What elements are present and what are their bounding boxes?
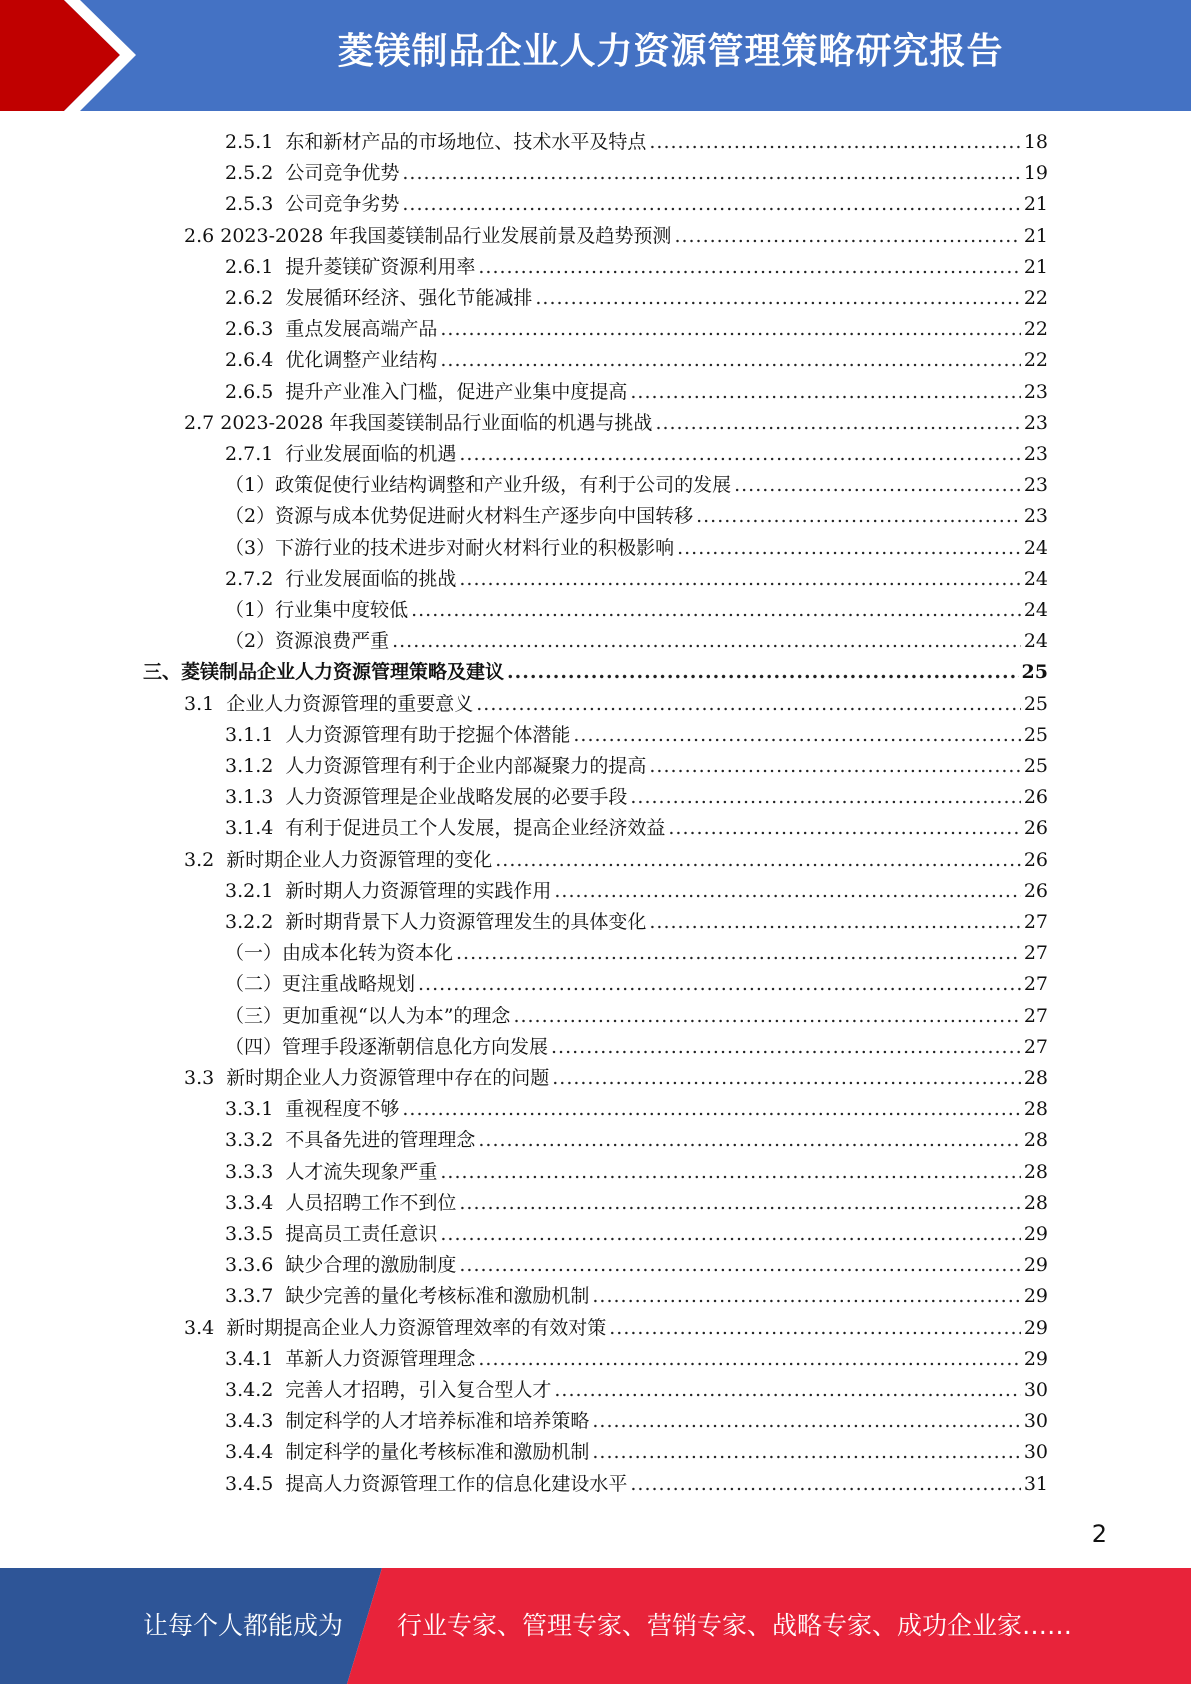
toc-dot-leader [554,876,1020,907]
toc-dot-leader [459,564,1020,595]
toc-entry-number: 3.4 [184,1316,215,1339]
toc-entry-title: 发展循环经济、强化节能减排 [285,287,533,309]
toc-dot-leader [552,1063,1021,1094]
toc-dot-leader [440,345,1020,376]
toc-entry[interactable] [225,470,1048,501]
toc-entry[interactable] [225,626,1048,657]
toc-entry[interactable] [225,1375,1048,1406]
toc-entry-title: 制定科学的人才培养标准和培养策略 [285,1410,590,1433]
toc-entry[interactable] [184,408,1048,439]
toc-dot-leader [674,221,1020,252]
toc-entry-title: 行业发展面临的机遇 [285,443,457,465]
toc-dot-leader [573,720,1020,751]
toc-entry-title: （3）下游行业的技术进步对耐火材料行业的积极影响 [225,536,675,559]
toc-dot-leader [630,377,1020,408]
toc-dot-leader [478,1344,1020,1375]
toc-entry[interactable] [225,813,1048,844]
toc-entry-number: 3.3.4 [225,1191,274,1214]
toc-entry[interactable] [225,1281,1048,1312]
toc-entry[interactable] [184,1063,1048,1094]
toc-entry[interactable] [184,689,1048,720]
toc-entry-title: 企业人力资源管理的重要意义 [226,692,474,715]
toc-entry-title: 优化调整产业结构 [285,349,438,372]
toc-entry-number: 2.7.1 [225,443,274,465]
toc-dot-leader [655,408,1020,439]
toc-entry-title: 2.7 2023-2028 年我国菱镁制品行业面临的机遇与挑战 [184,411,653,434]
toc-entry-number: 3.1 [184,692,215,715]
toc-entry-title: 东和新材产品的市场地位、技术水平及特点 [285,131,647,153]
toc-dot-leader [630,782,1020,813]
toc-entry-page: 26 [1023,786,1048,809]
toc-dot-leader [440,1219,1020,1250]
toc-entry-title: （四）管理手段逐渐朝信息化方向发展 [225,1035,549,1058]
toc-entry[interactable] [225,1406,1048,1437]
toc-entry-title: （三）更加重视“以人为本”的理念 [225,1004,511,1027]
toc-dot-leader [592,1406,1020,1437]
toc-entry-title: 制定科学的量化考核标准和激励机制 [285,1441,590,1464]
toc-entry-title: （2）资源与成本优势促进耐火材料生产逐步向中国转移 [225,505,694,528]
toc-entry[interactable] [225,1157,1048,1188]
toc-entry-page: 24 [1023,567,1048,590]
toc-entry[interactable] [225,1032,1048,1063]
toc-entry-number: 3.2.2 [225,911,274,933]
footer-banner [0,1568,1191,1684]
toc-entry-title: 重视程度不够 [285,1098,400,1121]
toc-entry-page: 23 [1023,505,1048,528]
toc-entry-page: 23 [1023,380,1048,403]
toc-entry[interactable] [225,377,1048,408]
toc-entry-page: 27 [1023,1004,1048,1027]
toc-entry-page: 23 [1023,443,1048,465]
toc-entry[interactable] [225,158,1048,189]
toc-entry-title: 公司竞争劣势 [285,193,400,216]
toc-entry-page: 22 [1023,318,1048,341]
toc-dot-leader [476,689,1021,720]
toc-dot-leader [402,158,1020,189]
toc-entry-page: 25 [1023,755,1048,777]
toc-entry[interactable] [225,782,1048,813]
toc-entry-number: 2.7.2 [225,567,274,590]
toc-entry-title: 提升菱镁矿资源利用率 [285,255,476,278]
toc-entry-number: 3.2 [184,848,215,871]
toc-entry-title: 人员招聘工作不到位 [285,1191,457,1214]
toc-entry-page: 24 [1023,536,1048,559]
toc-entry[interactable] [225,1125,1048,1156]
toc-dot-leader [459,439,1020,470]
toc-entry-page: 28 [1023,1067,1048,1089]
toc-entry-title: 人力资源管理有利于企业内部凝聚力的提高 [285,755,647,777]
toc-entry[interactable] [225,564,1048,595]
toc-entry[interactable] [225,1437,1048,1468]
toc-entry[interactable] [225,189,1048,220]
toc-entry[interactable] [225,1219,1048,1250]
toc-entry-number: 3.3.7 [225,1285,274,1308]
toc-entry[interactable] [225,1469,1048,1500]
toc-entry-page: 26 [1023,817,1048,840]
toc-entry[interactable] [225,1188,1048,1219]
toc-entry[interactable] [225,751,1048,782]
toc-entry[interactable] [143,657,1048,688]
toc-dot-leader [554,1375,1020,1406]
toc-dot-leader [668,813,1020,844]
toc-dot-leader [513,1001,1020,1032]
toc-entry-page: 26 [1023,879,1048,902]
toc-entry-page: 22 [1023,349,1048,372]
toc-entry[interactable] [225,1001,1048,1032]
toc-entry-page: 19 [1023,162,1048,185]
toc-entry-page: 21 [1023,255,1048,278]
toc-entry-title: 人力资源管理是企业战略发展的必要手段 [285,786,628,809]
toc-entry-page: 21 [1023,193,1048,216]
toc-entry[interactable] [225,938,1048,969]
toc-entry-page: 21 [1023,224,1048,247]
toc-entry-number: 3.4.1 [225,1347,274,1370]
toc-entry-title: （2）资源浪费严重 [225,630,390,653]
toc-entry-page: 18 [1023,131,1048,153]
header-banner [0,0,1191,111]
toc-entry-page: 28 [1023,1098,1048,1121]
toc-entry-title: 缺少合理的激励制度 [285,1254,457,1277]
toc-entry[interactable] [184,221,1048,252]
toc-entry-number: 2.6.4 [225,349,274,372]
toc-entry[interactable] [225,1344,1048,1375]
toc-dot-leader [696,501,1021,532]
toc-entry-number: 2.6.3 [225,318,274,341]
toc-entry-page: 22 [1023,287,1048,309]
toc-entry-title: 提高员工责任意识 [285,1223,438,1245]
toc-entry-title: 革新人力资源管理理念 [285,1347,476,1370]
toc-entry-number: 2.6.2 [225,287,274,309]
toc-entry[interactable] [225,283,1048,314]
toc-dot-leader [402,1094,1020,1125]
toc-entry-page: 29 [1023,1347,1048,1370]
toc-dot-leader [630,1469,1020,1500]
toc-entry-page: 28 [1023,1191,1048,1214]
toc-entry-title: 新时期企业人力资源管理的变化 [226,848,493,871]
toc-dot-leader [592,1437,1020,1468]
toc-dot-leader [535,283,1020,314]
toc-entry-page: 27 [1023,1035,1048,1058]
toc-entry-page: 25 [1023,692,1048,715]
toc-dot-leader [592,1281,1020,1312]
toc-entry-number: 2.6.5 [225,380,274,403]
toc-dot-leader [734,470,1021,501]
toc-entry[interactable] [225,720,1048,751]
toc-entry-page: 29 [1023,1223,1048,1245]
toc-entry-title: 提高人力资源管理工作的信息化建设水平 [285,1472,628,1495]
toc-dot-leader [649,127,1020,158]
toc-entry-title: 新时期背景下人力资源管理发生的具体变化 [285,911,647,933]
toc-entry-title: 人才流失现象严重 [285,1160,438,1183]
toc-entry[interactable] [225,345,1048,376]
toc-entry-title: 重点发展高端产品 [285,318,438,341]
toc-entry[interactable] [225,314,1048,345]
toc-entry[interactable] [225,1250,1048,1281]
toc-dot-leader [677,533,1021,564]
footer-slogan-left: 让每个人都能成为 [143,1611,344,1640]
toc-entry-number: 3.4.5 [225,1472,274,1495]
toc-entry[interactable] [225,252,1048,283]
toc-entry-title: 新时期提高企业人力资源管理效率的有效对策 [226,1316,607,1339]
toc-entry-page: 28 [1023,1129,1048,1152]
toc-entry-number: 3.2.1 [225,879,274,902]
toc-entry-page: 23 [1023,411,1048,434]
toc-dot-leader [478,1125,1020,1156]
toc-entry[interactable] [225,439,1048,470]
toc-dot-leader [459,1250,1020,1281]
page-number: 2 [1091,1520,1107,1548]
toc-entry-page: 27 [1023,911,1048,933]
toc-dot-leader [649,907,1020,938]
footer-slogan-right: 行业专家、管理专家、营销专家、战略专家、成功企业家…… [397,1611,1073,1640]
toc-entry-number: 2.5.2 [225,162,274,185]
toc-dot-leader [440,1157,1020,1188]
toc-entry-number: 3.4.2 [225,1379,274,1401]
toc-entry-number: 3.3.3 [225,1160,274,1183]
toc-entry-number: 3.4.3 [225,1410,274,1433]
toc-dot-leader [440,314,1020,345]
toc-entry-number: 3.3.6 [225,1254,274,1277]
toc-entry-number: 3.1.2 [225,755,274,777]
toc-entry-page: 24 [1023,599,1048,621]
toc-entry-title: 三、菱镁制品企业人力资源管理策略及建议 [143,661,505,684]
toc-entry-page: 30 [1023,1379,1048,1401]
toc-dot-leader [495,845,1021,876]
toc-entry[interactable] [225,533,1048,564]
toc-entry-page: 23 [1023,474,1048,497]
toc-entry-page: 29 [1023,1316,1048,1339]
toc-entry-number: 3.3.1 [225,1098,274,1121]
toc-entry-number: 3.3 [184,1067,215,1089]
toc-entry-title: 新时期人力资源管理的实践作用 [285,879,552,902]
toc-entry[interactable] [225,1094,1048,1125]
toc-entry-page: 29 [1023,1285,1048,1308]
toc-entry[interactable] [225,501,1048,532]
toc-entry[interactable] [184,845,1048,876]
toc-dot-leader [507,657,1019,688]
toc-entry[interactable] [225,595,1048,626]
toc-entry[interactable] [225,907,1048,938]
toc-entry-title: 行业发展面临的挑战 [285,567,457,590]
toc-entry-page: 25 [1023,723,1048,746]
toc-dot-leader [609,1313,1021,1344]
toc-dot-leader [459,1188,1020,1219]
toc-dot-leader [392,626,1021,657]
toc-entry-title: 完善人才招聘，引入复合型人才 [285,1379,552,1401]
toc-entry-page: 28 [1023,1160,1048,1183]
toc-entry-page: 30 [1023,1410,1048,1433]
toc-entry-page: 31 [1023,1472,1048,1495]
toc-entry-page: 26 [1023,848,1048,871]
toc-entry-title: （二）更注重战略规划 [225,973,416,996]
toc-entry[interactable] [184,1313,1048,1344]
toc-entry-page: 27 [1023,942,1048,965]
toc-entry-title: （一）由成本化转为资本化 [225,942,454,965]
toc-dot-leader [418,969,1021,1000]
toc-dot-leader [649,751,1020,782]
toc-entry-number: 3.3.2 [225,1129,274,1152]
toc-entry-title: 缺少完善的量化考核标准和激励机制 [285,1285,590,1308]
toc-entry-title: 有利于促进员工个人发展，提高企业经济效益 [285,817,666,840]
report-title: 菱镁制品企业人力资源管理策略研究报告 [337,31,1004,72]
toc-entry-title: 人力资源管理有助于挖掘个体潜能 [285,723,571,746]
toc-entry-title: 新时期企业人力资源管理中存在的问题 [226,1067,550,1089]
toc-entry-title: （1）政策促使行业结构调整和产业升级，有利于公司的发展 [225,474,732,497]
toc-entry-number: 3.3.5 [225,1223,274,1245]
toc-entry-number: 3.1.4 [225,817,274,840]
toc-entry[interactable] [225,876,1048,907]
toc-entry-number: 3.1.1 [225,723,274,746]
toc-entry-title: （1）行业集中度较低 [225,599,409,621]
toc-entry-number: 3.4.4 [225,1441,274,1464]
toc-entry-page: 24 [1023,630,1048,653]
toc-entry-number: 2.5.1 [225,131,274,153]
toc-entry[interactable] [225,127,1048,158]
toc-entry-page: 29 [1023,1254,1048,1277]
toc-dot-leader [456,938,1021,969]
toc-entry-page: 30 [1023,1441,1048,1464]
toc-entry-title: 提升产业准入门槛，促进产业集中度提高 [285,380,628,403]
toc-entry-title: 不具备先进的管理理念 [285,1129,476,1152]
toc-dot-leader [478,252,1020,283]
toc-entry-page: 27 [1023,973,1048,996]
toc-dot-leader [411,595,1021,626]
toc-entry[interactable] [225,969,1048,1000]
toc-entry-number: 3.1.3 [225,786,274,809]
toc-entry-number: 2.5.3 [225,193,274,216]
toc-dot-leader [551,1032,1021,1063]
toc-entry-number: 2.6.1 [225,255,274,278]
toc-entry-title: 2.6 2023-2028 年我国菱镁制品行业发展前景及趋势预测 [184,224,672,247]
toc-entry-page: 25 [1021,661,1048,684]
toc-dot-leader [402,189,1020,220]
toc-entry-title: 公司竞争优势 [285,162,400,185]
